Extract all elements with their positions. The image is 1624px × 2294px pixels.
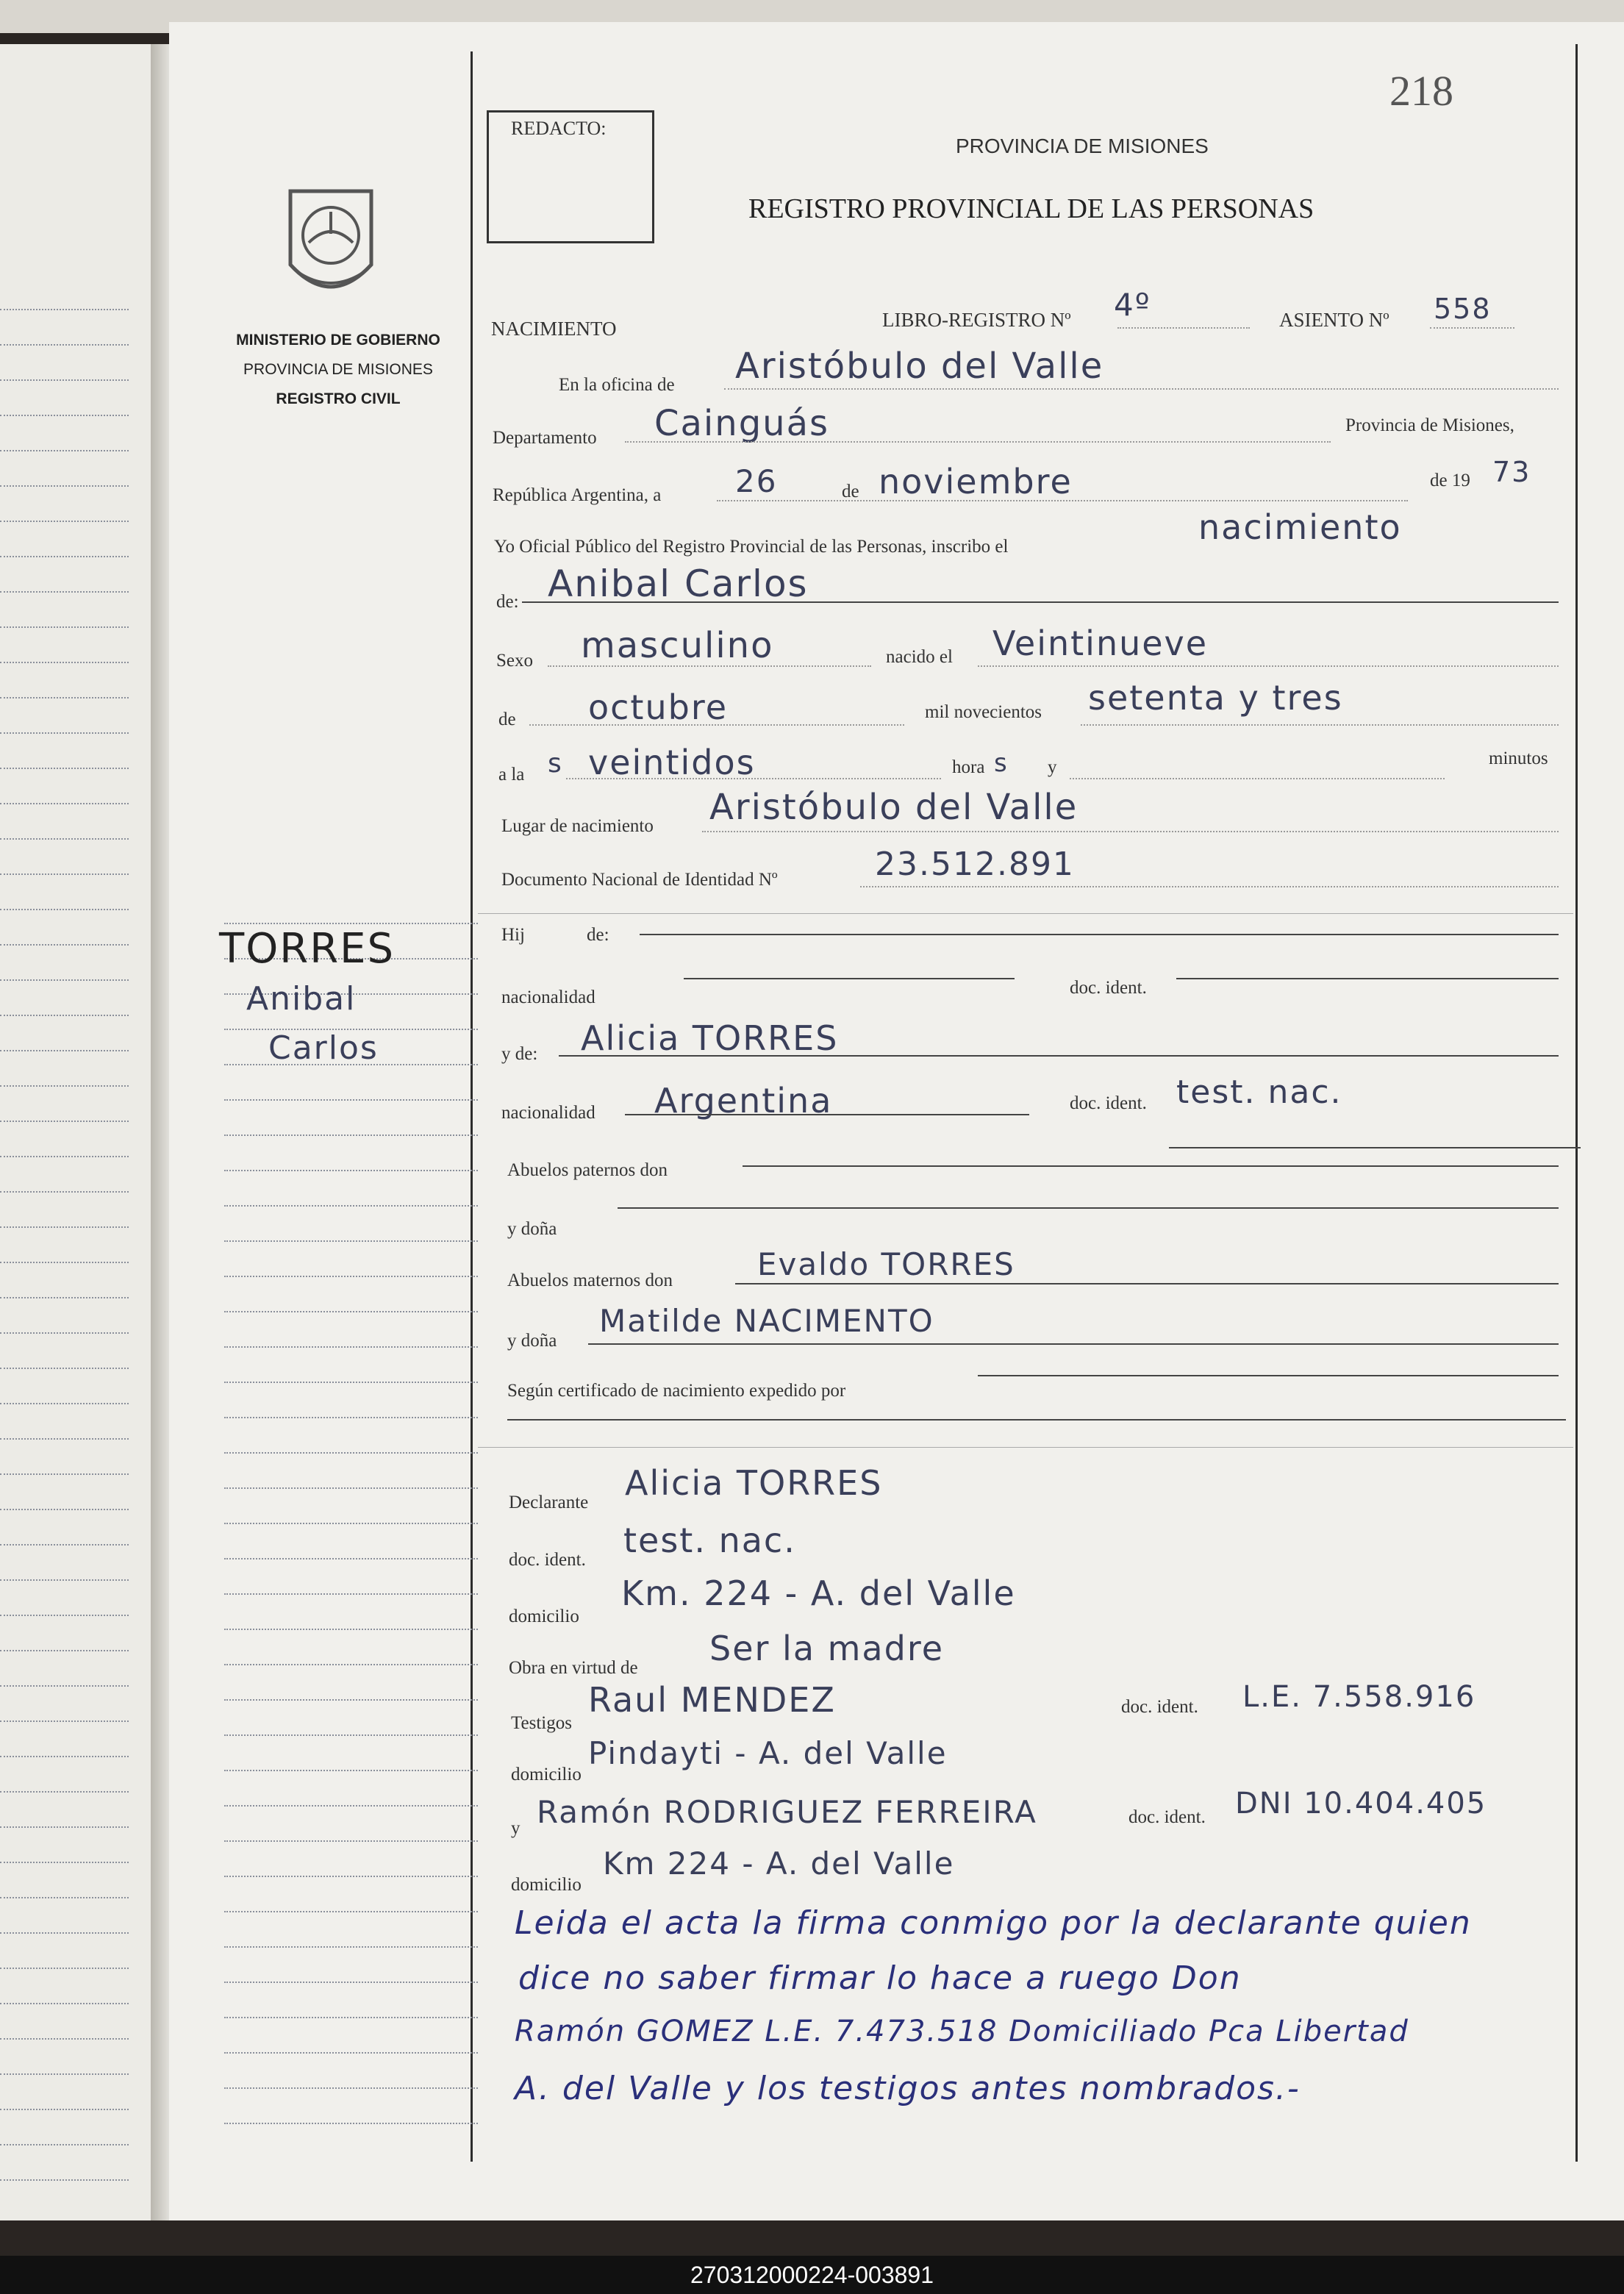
margin-rule [224,1982,478,1983]
margin-rule [224,2087,478,2089]
left-page-rule [0,1332,129,1334]
section-divider-2 [478,1447,1573,1448]
anio-nac-value: setenta y tres [1088,678,1343,718]
left-page-rule [0,1403,129,1404]
dni-line [860,886,1559,887]
provincia-label: Provincia de Misiones, [1345,415,1514,435]
left-page-rule [0,1897,129,1898]
nacido-line [978,665,1559,667]
left-page-rule [0,626,129,628]
lugar-value: Aristóbulo del Valle [709,787,1079,828]
left-page-rule [0,1685,129,1687]
margin-rule [224,1487,478,1489]
decl-doc-value: test. nac. [623,1521,796,1560]
declarante-label: Declarante [509,1493,589,1512]
obra-label: Obra en virtud de [509,1658,638,1678]
margin-rule [224,1417,478,1418]
left-page-rule [0,591,129,593]
dia-value: 26 [735,463,778,499]
margin-rule [224,1734,478,1736]
hora-line [566,778,941,779]
margin-name-1: Anibal [246,980,357,1018]
left-page-rule [0,1191,129,1193]
left-page-rule [0,2144,129,2145]
departamento-value: Cainguás [654,403,829,444]
doc-madre-label: doc. ident. [1070,1093,1147,1113]
margin-rule [224,1135,478,1136]
margin-rule [224,2123,478,2124]
margin-rule [224,1664,478,1665]
testigo1-doc-value: L.E. 7.558.916 [1242,1680,1476,1714]
page-number: 218 [1389,67,1453,115]
note-line-1: Leida el acta la firma conmigo por la declarante quien [515,1904,1472,1942]
hora-s: s [994,748,1009,778]
doc-madre-value: test. nac. [1176,1073,1342,1111]
testigo2-doc-label: doc. ident. [1128,1807,1206,1827]
margin-rule [224,1876,478,1877]
redacto-label: REDACTO: [511,118,607,139]
testigo1-doc-label: doc. ident. [1121,1697,1198,1717]
nacido-value: Veintinueve [992,623,1209,663]
left-page-rule [0,344,129,346]
nombre-line [522,601,1559,603]
de-nombre-label: de: [496,592,519,612]
margin-rule [224,1770,478,1771]
margin-name-2: Carlos [268,1029,379,1067]
hora-value: veintidos [588,743,756,782]
oficina-line [724,388,1559,390]
left-page-rule [0,1050,129,1051]
left-page [0,44,151,2220]
mes-nac-value: octubre [588,687,729,727]
left-page-rule [0,1262,129,1263]
province-title: PROVINCIA DE MISIONES [956,135,1209,157]
lugar-line [702,831,1559,832]
decl-domicilio-value: Km. 224 - A. del Valle [621,1573,1016,1613]
left-page-rule [0,1756,129,1757]
act-type: NACIMIENTO [491,318,617,340]
margin-rule [224,1840,478,1842]
left-page-rule [0,1438,129,1440]
note-line-4: A. del Valle y los testigos antes nombrados.- [515,2070,1301,2107]
margin-rule [224,1205,478,1207]
left-page-rule [0,1085,129,1087]
left-page-rule [0,1121,129,1122]
testigo2-doc-value: DNI 10.404.405 [1235,1787,1487,1820]
testigos-label: Testigos [511,1713,572,1733]
margin-surname: TORRES [219,925,396,973]
asiento-label: ASIENTO Nº [1279,309,1389,331]
testigo1-dom-label: domicilio [511,1765,582,1784]
margin-rule [224,1346,478,1348]
departamento-line [625,441,1331,443]
mes-value: noviembre [879,462,1073,501]
minutos-label: minutos [1489,748,1548,768]
oficial-label: Yo Oficial Público del Registro Provincial de las Personas, inscribo el [494,537,1009,557]
inscribo-value: nacimiento [1198,507,1402,547]
doc-padre-label: doc. ident. [1070,978,1147,998]
left-page-rule [0,1721,129,1722]
hijo-de-label: de: [587,925,609,945]
mes-nac-line [529,724,904,726]
left-page-rule [0,1297,129,1298]
margin-rule [224,1629,478,1630]
lugar-label: Lugar de nacimiento [501,816,654,836]
republica-label: República Argentina, a [493,485,662,505]
abuelos-mat-label: Abuelos maternos don [507,1271,673,1290]
frame-right-line [1575,44,1578,2162]
anio-value: 73 [1492,456,1531,488]
testigo2-dom-value: Km 224 - A. del Valle [603,1845,955,1882]
dni-value: 23.512.891 [875,846,1075,883]
registry-title: REGISTRO PROVINCIAL DE LAS PERSONAS [748,193,1314,224]
ala-value: s [548,748,563,779]
oficina-value: Aristóbulo del Valle [735,346,1104,387]
left-page-rule [0,1156,129,1157]
madre-value: Alicia TORRES [581,1018,839,1058]
asiento-line [1430,327,1514,329]
margin-rule [224,1593,478,1595]
left-page-rule [0,309,129,310]
margin-rule [224,1311,478,1312]
departamento-label: Departamento [493,428,597,448]
left-page-rule [0,944,129,946]
left-page-rule [0,2073,129,2075]
left-page-rule [0,909,129,910]
note-line-3: Ramón GOMEZ L.E. 7.473.518 Domiciliado Pca Libertad [515,2015,1409,2048]
margin-rule [224,2052,478,2054]
section-divider-1 [478,913,1573,914]
margin-rule [224,923,478,924]
ministry-line: MINISTERIO DE GOBIERNO [236,332,440,349]
left-page-rule [0,803,129,804]
left-page-rule [0,1226,129,1228]
mil-label: mil novecientos [925,702,1042,722]
left-page-rule [0,1650,129,1651]
margin-rule [224,1523,478,1524]
nacionalidad-madre-label: nacionalidad [501,1103,595,1123]
madre-line [559,1055,1559,1057]
sexo-line [548,665,871,667]
left-page-rule [0,485,129,487]
testigo1-dom-value: Pindayti - A. del Valle [588,1735,948,1771]
hijo-label: Hij [501,925,525,945]
margin-rule [224,1382,478,1383]
frame-left-line [471,51,473,2162]
y-label: y [1048,757,1057,777]
left-page-rule [0,1473,129,1475]
left-page-rule [0,415,129,416]
asiento-value: 558 [1434,293,1492,325]
left-page-rule [0,1791,129,1793]
decl-doc-label: doc. ident. [509,1550,586,1570]
sexo-value: masculino [581,625,774,666]
margin-rule [224,1099,478,1101]
left-page-rule [0,1968,129,1969]
left-page-rule [0,1932,129,1934]
left-page-rule [0,2179,129,2181]
margin-rule [224,1452,478,1454]
abuelos-pat-line [743,1165,1559,1167]
left-page-rule [0,979,129,981]
doc-madre-line [1169,1147,1581,1148]
note-line-2: dice no saber firmar lo hace a ruego Don [518,1959,1242,1997]
left-page-rule [0,1862,129,1863]
left-page-rule [0,1015,129,1016]
abuela-mat-line [588,1343,1559,1345]
nacido-label: nacido el [886,647,953,667]
margin-rule [224,2017,478,2018]
document-id: 270312000224-003891 [0,2256,1624,2294]
nacionalidad-madre-line [625,1114,1029,1115]
nacionalidad-padre-label: nacionalidad [501,987,595,1007]
left-page-rule [0,2038,129,2040]
anio-nac-line [1081,724,1559,726]
de19-label: de 19 [1430,471,1470,490]
margin-rule [224,1911,478,1912]
libro-value: 4º [1114,287,1151,323]
sexo-label: Sexo [496,651,533,671]
margin-rule [224,1170,478,1171]
margin-rule [224,1276,478,1277]
registry-line: REGISTRO CIVIL [276,390,401,407]
dni-label: Documento Nacional de Identidad Nº [501,870,778,890]
ala-label: a la [498,765,525,785]
left-page-rule [0,768,129,769]
left-page-rule [0,1826,129,1828]
declarante-value: Alicia TORRES [625,1463,883,1503]
testigo2-value: Ramón RODRIGUEZ FERREIRA [537,1794,1037,1830]
abuela-pat-label: y doña [507,1219,557,1239]
left-page-rule [0,521,129,522]
testigo2-dom-label: domicilio [511,1875,582,1895]
left-page-rule [0,1579,129,1581]
ministry-heading [213,326,463,414]
fecha-line [717,500,1408,501]
doc-padre-line [1176,978,1559,979]
left-page-rule [0,662,129,663]
abuela-mat-value: Matilde NACIMENTO [599,1303,934,1339]
decl-domicilio-label: domicilio [509,1607,579,1626]
left-page-rule [0,697,129,698]
left-page-rule [0,1544,129,1546]
left-page-rule [0,838,129,840]
abuela-pat-line [618,1207,1559,1209]
margin-rule [224,1558,478,1559]
nombre-value: Anibal Carlos [548,562,809,605]
segun-label: Según certificado de nacimiento expedido por [507,1381,846,1401]
left-page-rule [0,1615,129,1616]
hijo-line [640,934,1559,935]
abuelo-mat-line [735,1283,1559,1284]
libro-line [1117,327,1250,329]
de-mes-label: de [498,710,516,729]
left-page-rule [0,2109,129,2110]
province-line: PROVINCIA DE MISIONES [243,361,433,378]
y-de-label: y de: [501,1044,538,1064]
abuelos-pat-label: Abuelos paternos don [507,1160,668,1180]
abuelo-mat-value: Evaldo TORRES [757,1246,1015,1282]
hora-label: hora [952,757,985,777]
left-page-rule [0,1509,129,1510]
minutos-line [1070,778,1445,779]
abuela-mat-label: y doña [507,1331,557,1351]
margin-rule [224,1699,478,1701]
margin-rule [224,1240,478,1242]
obra-value: Ser la madre [709,1629,945,1668]
oficina-label: En la oficina de [559,375,675,395]
nacionalidad-madre-value: Argentina [654,1081,833,1121]
segun-line-2 [507,1419,1566,1421]
libro-label: LIBRO-REGISTRO Nº [882,309,1071,331]
y-testigo2-label: y [511,1818,521,1838]
de-label: de [842,482,859,501]
nacionalidad-padre-line [684,978,1015,979]
left-page-rule [0,556,129,557]
left-page-rule [0,2003,129,2004]
left-page-rule [0,1368,129,1369]
coat-of-arms-icon [276,184,386,312]
segun-line [978,1375,1559,1376]
margin-rule [224,1805,478,1807]
left-page-rule [0,450,129,451]
left-page-rule [0,732,129,734]
testigo1-value: Raul MENDEZ [588,1680,836,1720]
margin-rule [224,1946,478,1948]
left-page-rule [0,379,129,381]
left-page-rule [0,873,129,875]
